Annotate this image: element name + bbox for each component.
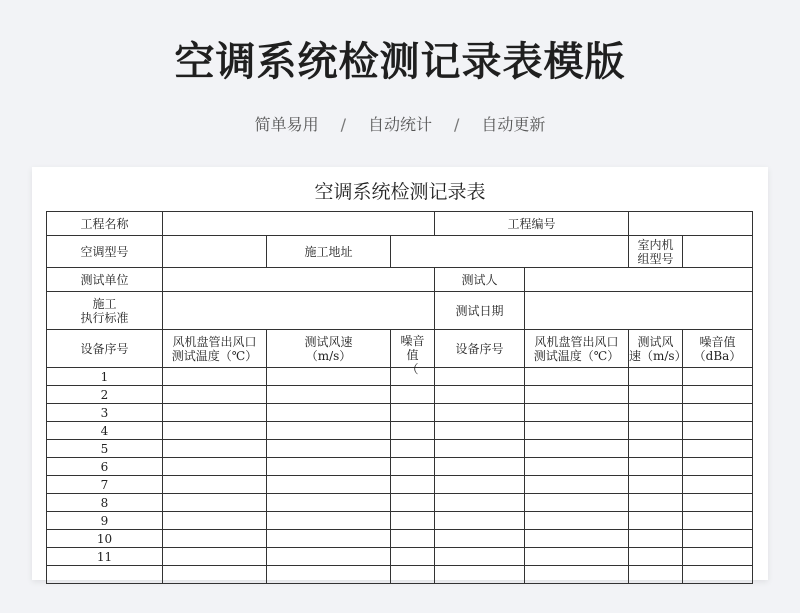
- label-ac-model: 空调型号: [47, 236, 163, 268]
- form-sheet: [32, 167, 768, 580]
- label-project-number: 工程编号: [435, 212, 629, 236]
- table-row: [47, 512, 753, 530]
- site-address-field[interactable]: [391, 236, 629, 268]
- label-tester: 测试人: [435, 268, 525, 292]
- row-number: 5: [47, 440, 163, 458]
- project-name-field[interactable]: [163, 212, 435, 236]
- table-row: [47, 440, 753, 458]
- label-test-unit: 测试单位: [47, 268, 163, 292]
- separator: /: [454, 115, 460, 134]
- label-project-name: 工程名称: [47, 212, 163, 236]
- ac-model-field[interactable]: [163, 236, 267, 268]
- test-date-field[interactable]: [525, 292, 753, 330]
- row-number: 7: [47, 476, 163, 494]
- standard-field[interactable]: [163, 292, 435, 330]
- row-number: 3: [47, 404, 163, 422]
- row-number: 8: [47, 494, 163, 512]
- page-title: 空调系统检测记录表模版: [174, 39, 626, 85]
- row-number: 4: [47, 422, 163, 440]
- row-number: 11: [47, 548, 163, 566]
- col-wind-speed-2: 测试风 速（m/s）: [629, 330, 683, 368]
- feature-tagline: [0, 112, 800, 135]
- test-unit-field[interactable]: [163, 268, 435, 292]
- col-device-no: 设备序号: [47, 330, 163, 368]
- table-row: [47, 566, 753, 584]
- label-standard: 施工 执行标准: [47, 292, 163, 330]
- form-title: 空调系统检测记录表: [314, 181, 486, 203]
- row-number: 2: [47, 386, 163, 404]
- inspection-table: [46, 211, 753, 584]
- col-outlet-temp-2: 风机盘管出风口 测试温度（℃）: [525, 330, 629, 368]
- table-row: [47, 404, 753, 422]
- table-row: [47, 422, 753, 440]
- indoor-unit-model-field[interactable]: [683, 236, 753, 268]
- table-row: [47, 548, 753, 566]
- col-noise: 噪音 值 （: [391, 330, 435, 368]
- label-site-address: 施工地址: [267, 236, 391, 268]
- feature-auto-update: 自动更新: [481, 115, 546, 134]
- label-test-date: 测试日期: [435, 292, 525, 330]
- row-number: 9: [47, 512, 163, 530]
- table-row: [47, 476, 753, 494]
- row-number: 1: [47, 368, 163, 386]
- table-row: [47, 368, 753, 386]
- feature-auto-statistics: 自动统计: [367, 115, 432, 134]
- table-row: [47, 386, 753, 404]
- tester-field[interactable]: [525, 268, 753, 292]
- project-number-field[interactable]: [629, 212, 753, 236]
- row-number: 10: [47, 530, 163, 548]
- separator: /: [340, 115, 346, 134]
- label-indoor-unit-model: 室内机 组型号: [629, 236, 683, 268]
- col-noise-2: 噪音值 （dBa）: [683, 330, 753, 368]
- table-row: [47, 458, 753, 476]
- col-outlet-temp: 风机盘管出风口 测试温度（℃）: [163, 330, 267, 368]
- col-wind-speed: 测试风速 （m/s）: [267, 330, 391, 368]
- table-row: [47, 530, 753, 548]
- feature-easy-to-use: 简单易用: [254, 115, 319, 134]
- table-row: [47, 494, 753, 512]
- row-number: 6: [47, 458, 163, 476]
- col-device-no-2: 设备序号: [435, 330, 525, 368]
